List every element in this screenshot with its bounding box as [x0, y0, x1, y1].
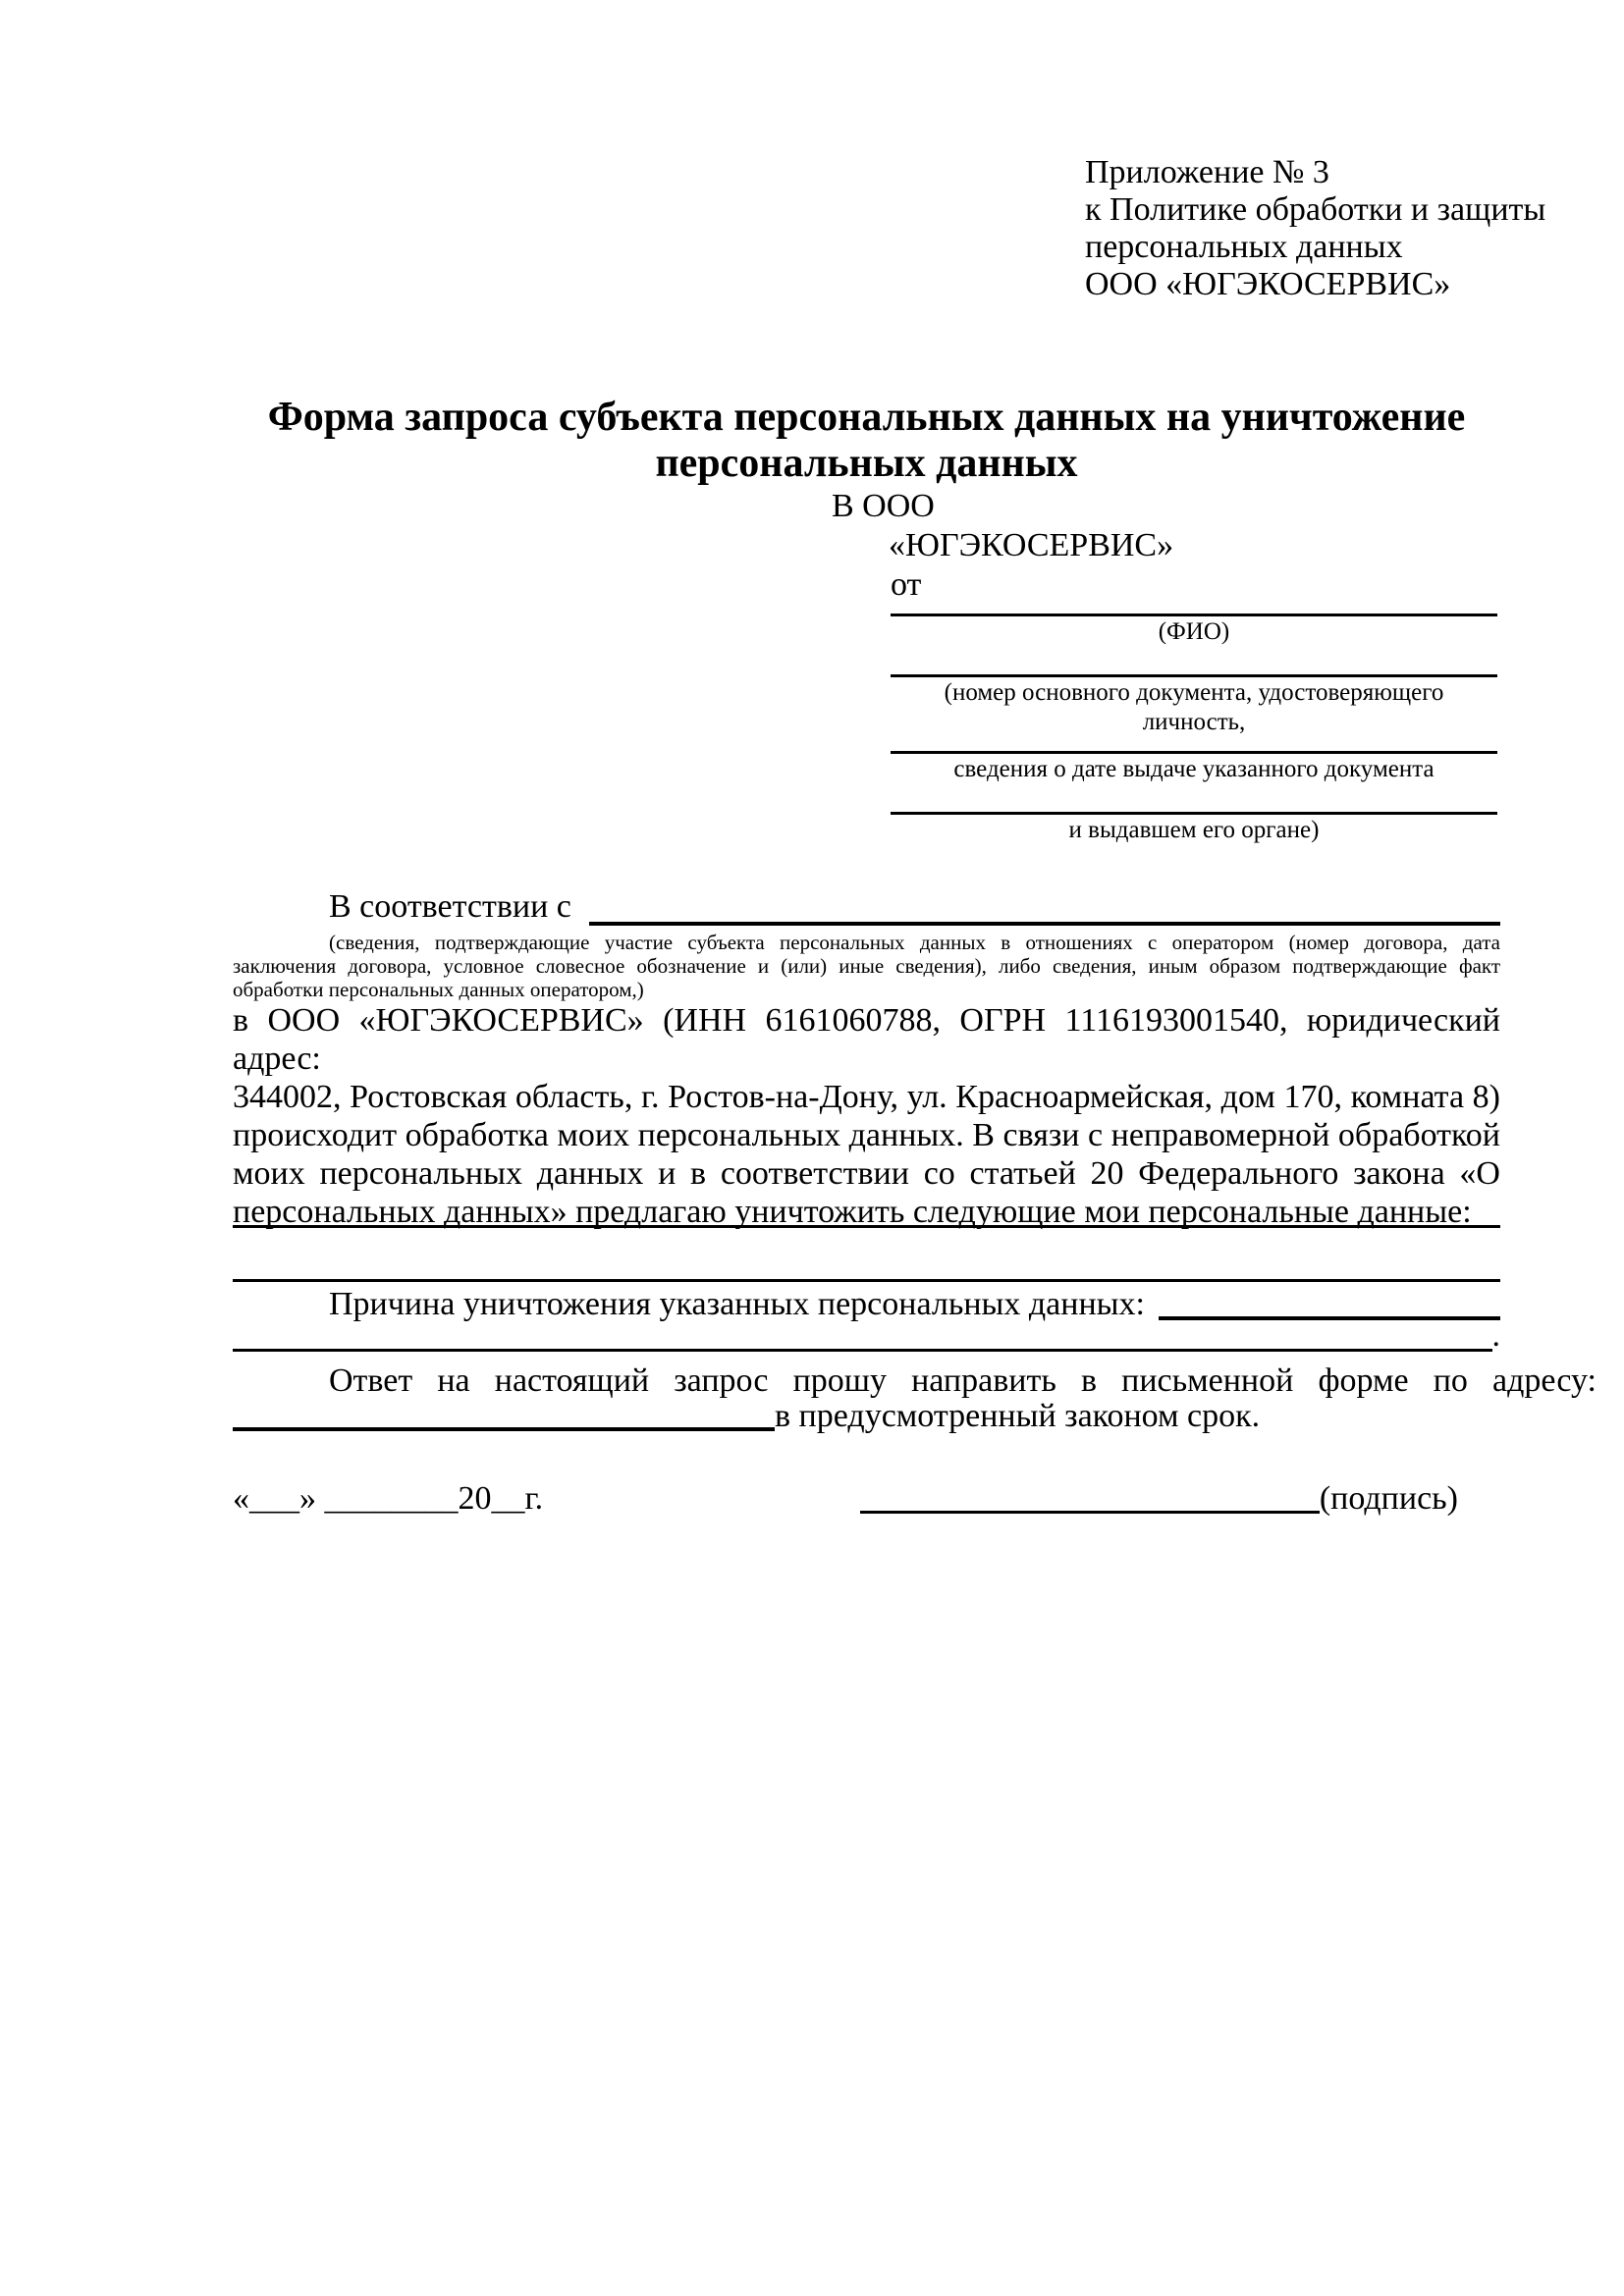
issuing-authority-caption: и выдавшем его органе) [1068, 817, 1320, 843]
accordance-row [233, 888, 1500, 926]
reply-address-row [233, 1398, 1500, 1435]
reply-request-line: Ответ на настоящий запрос прошу направить в письменной форме по адресу: [329, 1362, 1597, 1399]
signature-caption: (подпись) [1319, 1480, 1458, 1517]
document-title: Форма запроса субъекта персональных данных на уничтожение персональных данных [267, 395, 1466, 486]
addressee-block [832, 487, 1173, 605]
date-placeholder: «___» ________20__г. [233, 1480, 544, 1517]
document-number-caption: (номер основного документа, удостоверяющего личность, [944, 679, 1444, 735]
accordance-fill-line [589, 922, 1500, 926]
paragraph-line: моих персональных данных и в соответствии со статьей 20 Федерального закона «О [233, 1155, 1500, 1192]
reply-term-text: в предусмотренный законом срок. [775, 1398, 1261, 1434]
paragraph-line: персональных данных» предлагаю уничтожить следующие мои персональные данные: [233, 1194, 1472, 1230]
appendix-line: Приложение № 3 [1085, 154, 1329, 190]
paragraph-line: происходит обработка моих персональных данных. В связи с неправомерной обработкой [233, 1117, 1500, 1153]
note-line: обработки персональных данных оператором,) [233, 978, 644, 1001]
addressee-company-prefix: В ООО [832, 488, 935, 524]
data-fill-line-1 [233, 1225, 1500, 1228]
address-fill-line [233, 1427, 775, 1431]
fio-fill-line [891, 614, 1497, 616]
reason-continuation-row [233, 1317, 1500, 1355]
addressee-company-name: «ЮГЭКОСЕРВИС» [889, 527, 1174, 563]
signature-fill-line [860, 1511, 1320, 1514]
data-fill-line-2 [233, 1279, 1500, 1282]
addressee-from-label: от [891, 566, 922, 603]
issuing-authority-fill-line [891, 812, 1497, 815]
reason-label: Причина уничтожения указанных персональных данных: [329, 1286, 1145, 1322]
appendix-line: к Политике обработки и защиты [1085, 191, 1546, 228]
paragraph-line: в ООО «ЮГЭКОСЕРВИС» (ИНН 6161060788, ОГРН 1116193001540, юридический адрес: [233, 1002, 1500, 1077]
appendix-line: ООО «ЮГЭКОСЕРВИС» [1085, 266, 1451, 302]
paragraph-line: 344002, Ростовская область, г. Ростов-на-Дону, ул. Красноармейская, дом 170, комната 8) [233, 1079, 1500, 1115]
reason-fill-line-2 [233, 1349, 1492, 1352]
reason-trailing-period: . [1491, 1317, 1500, 1354]
note-line: заключения договора, условное словесное обозначение и (или) иные сведения), либо сведения, иным образом подтверждающие факт [233, 954, 1500, 978]
appendix-block [1085, 154, 1546, 303]
date-signature-row [233, 1480, 1500, 1518]
document-number-fill-line [891, 674, 1497, 677]
issue-date-fill-line [891, 751, 1497, 754]
explanatory-note [233, 931, 1500, 1001]
issue-date-caption: сведения о дате выдаче указанного документа [953, 756, 1435, 782]
appendix-line: персональных данных [1085, 229, 1403, 265]
note-line: (сведения, подтверждающие участие субъекта персональных данных в отношениях с оператором (номер договора, дата [329, 931, 1500, 954]
fio-caption: (ФИО) [1158, 618, 1230, 645]
main-paragraph [233, 1001, 1500, 1231]
accordance-prefix: В соответствии с [329, 888, 571, 925]
